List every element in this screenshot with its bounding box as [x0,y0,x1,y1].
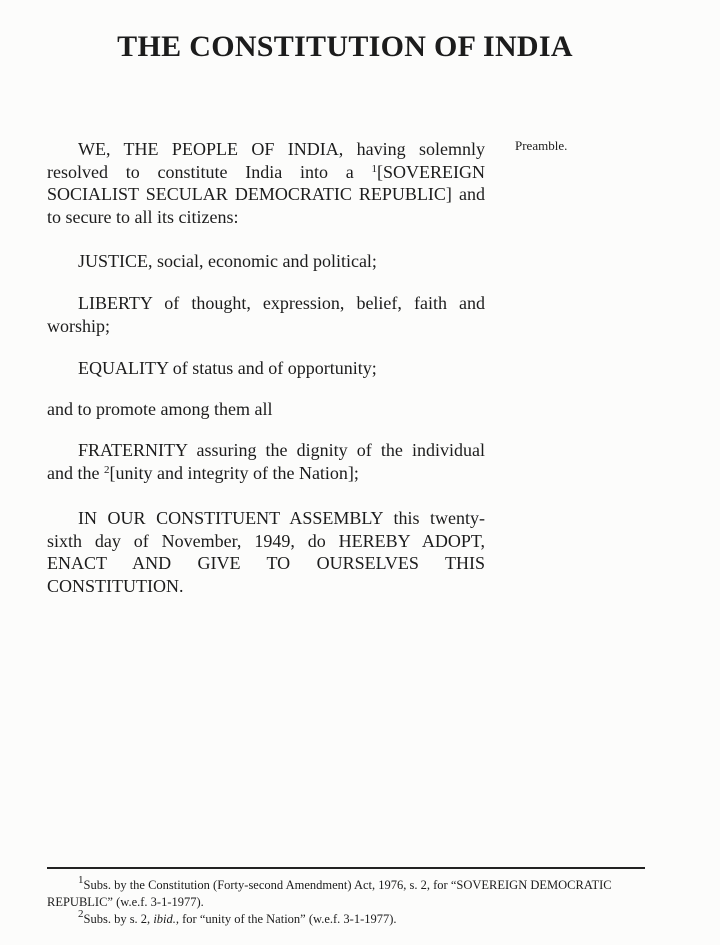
paragraph-fraternity [47,439,485,484]
text-line: CONSTITUTION. [47,575,184,596]
text-line [47,161,485,184]
document-title: THE CONSTITUTION OF INDIA [117,30,573,63]
text-line: IN OUR CONSTITUENT ASSEMBLY this twenty- [78,508,485,528]
text-fragment: resolved to constitute India into a [47,161,372,182]
text-line: ENACT AND GIVE TO OURSELVES THIS [47,553,485,574]
text-fragment: Subs. by s. 2, [83,912,154,926]
footnote-ref-1: 1 [371,162,377,175]
margin-note-preamble: Preamble. [515,138,568,153]
paragraph-equality [47,357,485,380]
text-line [47,462,485,485]
text-line [47,908,645,928]
text-line [47,874,645,894]
footnote-divider [47,867,645,869]
text-fragment-italic: ibid., [153,912,180,926]
footnote-2 [47,908,645,928]
text-line: to secure to all its citizens: [47,206,239,227]
text-fragment: for “unity of the Nation” (w.e.f. 3-1-1977). [179,912,397,926]
text-line: SOCIALIST SECULAR DEMOCRATIC REPUBLIC] and [47,184,485,205]
paragraph-promote [47,398,485,421]
text-line: WE, THE PEOPLE OF INDIA, having solemnly [78,139,485,159]
text-line: worship; [47,315,110,336]
text-fragment: [SOVEREIGN [377,161,485,182]
text-line: EQUALITY of status and of opportunity; [78,358,377,378]
text-line: LIBERTY of thought, expression, belief, faith and [78,293,485,313]
footnote-ref-2: 2 [103,463,110,476]
footnote-marker: 2 [78,908,84,920]
paragraph-liberty [47,292,485,337]
text-line: JUSTICE, social, economic and political; [78,251,377,271]
text-fragment: and the [47,462,104,483]
footnote-marker: 1 [78,874,84,886]
text-line: sixth day of November, 1949, do HEREBY ADOPT, [47,530,485,551]
paragraph-opening [47,138,485,228]
text-fragment: Subs. by the Constitution (Forty-second Amendment) Act, 1976, s. 2, for “SOVEREIGN DEMOCRATIC [83,878,612,892]
text-line: and to promote among them all [47,399,273,419]
paragraph-justice [47,250,485,273]
text-line: REPUBLIC” (w.e.f. 3-1-1977). [47,895,204,909]
footnote-1 [47,874,645,911]
paragraph-enactment [47,507,485,597]
text-fragment: [unity and integrity of the Nation]; [109,462,359,483]
text-line: FRATERNITY assuring the dignity of the individual [78,440,485,460]
